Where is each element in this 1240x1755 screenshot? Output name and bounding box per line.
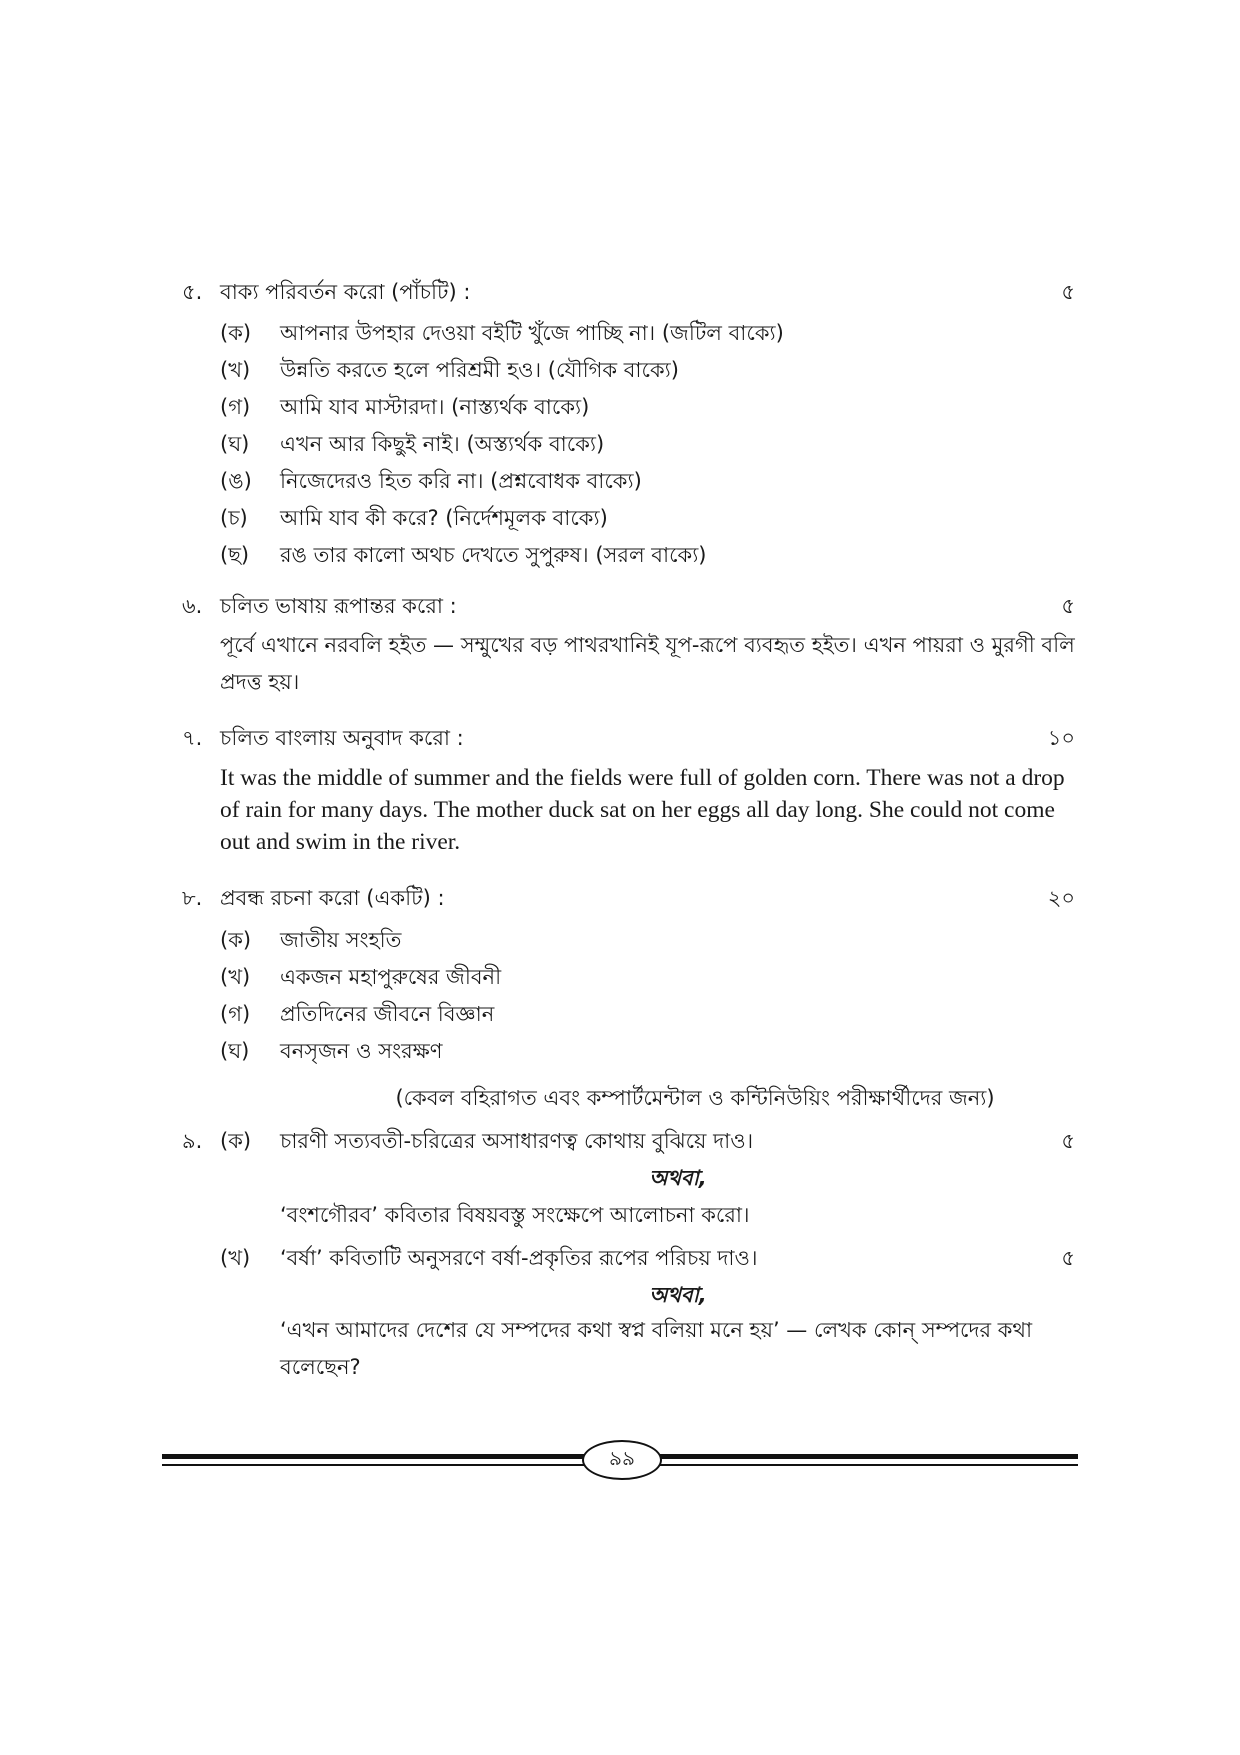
q6-marks: ৫ [1061, 594, 1075, 618]
q9-number: ৯. [182, 1129, 203, 1153]
q8-marks: ২০ [1047, 886, 1075, 910]
q9b-alt: ‘এখন আমাদের দেশের যে সম্পদের কথা স্বপ্ন বলিয়া মনে হয়’ — লেখক কোন্ সম্পদের কথা বলেছেন? [280, 1318, 1033, 1379]
q8-title: প্রবন্ধ রচনা করো (একটি) : [220, 886, 445, 910]
q8-item-label: (ক) [220, 928, 252, 952]
q8-item-text: বনসৃজন ও সংরক্ষণ [280, 1039, 443, 1063]
q8-item-label: (খ) [220, 965, 251, 989]
q5-number: ৫. [182, 280, 203, 304]
q7-title: চলিত বাংলায় অনুবাদ করো : [220, 726, 464, 750]
q5-item-text: উন্নতি করতে হলে পরিশ্রমী হও। (যৌগিক বাক্যে) [280, 358, 679, 382]
q8-item-label: (ঘ) [220, 1039, 250, 1063]
q9b-label: (খ) [220, 1246, 251, 1270]
candidate-note: (কেবল বহিরাগত এবং কম্পার্টমেন্টাল ও কন্টিনিউয়িং পরীক্ষার্থীদের জন্য) [395, 1086, 995, 1110]
q5-marks: ৫ [1061, 280, 1075, 304]
q9a-text: চারণী সত্যবতী-চরিত্রের অসাধারণত্ব কোথায় বুঝিয়ে দাও। [280, 1129, 754, 1153]
q7-number: ৭. [182, 726, 203, 750]
q8-number: ৮. [182, 886, 203, 910]
q8-item-label: (গ) [220, 1002, 251, 1026]
q6-title: চলিত ভাষায় রূপান্তর করো : [220, 594, 457, 618]
q5-item-text: রঙ তার কালো অথচ দেখতে সুপুরুষ। (সরল বাক্যে) [280, 543, 707, 567]
q5-item-text: নিজেদেরও হিত করি না। (প্রশ্নবোধক বাক্যে) [280, 469, 642, 493]
q5-item-label: (গ) [220, 395, 251, 419]
q5-title: বাক্য পরিবর্তন করো (পাঁচটি) : [220, 280, 471, 304]
q5-item-label: (খ) [220, 358, 251, 382]
q5-item-label: (ক) [220, 321, 252, 345]
q9a-label: (ক) [220, 1129, 252, 1153]
q9b-or: অথবা, [649, 1283, 707, 1307]
page-number: ৯৯ [609, 1445, 635, 1470]
q7-marks: ১০ [1047, 726, 1075, 750]
q5-item-label: (ঙ) [220, 469, 252, 493]
q5-item-label: (ছ) [220, 543, 250, 567]
q9a-or: অথবা, [649, 1166, 707, 1190]
q5-item-label: (চ) [220, 506, 248, 530]
q6-number: ৬. [182, 594, 203, 618]
q8-item-text: একজন মহাপুরুষের জীবনী [280, 965, 502, 989]
q5-item-text: এখন আর কিছুই নাই। (অস্ত্যর্থক বাক্যে) [280, 432, 605, 456]
q9a-marks: ৫ [1061, 1129, 1075, 1153]
q5-item-label: (ঘ) [220, 432, 250, 456]
q8-item-text: প্রতিদিনের জীবনে বিজ্ঞান [280, 1002, 495, 1026]
page-number-badge [582, 1440, 662, 1480]
q9b-text: ‘বর্ষা’ কবিতাটি অনুসরণে বর্ষা-প্রকৃতির রূপের পরিচয় দাও। [280, 1246, 758, 1270]
q9a-alt: ‘বংশগৌরব’ কবিতার বিষয়বস্তু সংক্ষেপে আলোচনা করো। [280, 1203, 750, 1227]
q9b-marks: ৫ [1061, 1246, 1075, 1270]
q5-item-text: আমি যাব মাস্টারদা। (নাস্ত্যর্থক বাক্যে) [280, 395, 590, 419]
q7-body: It was the middle of summer and the fields were full of golden corn. There was not a drop of rain for many days. The mother duck sat on her eggs all day long. She could not come out and swim in the river. [220, 765, 1065, 855]
q8-item-text: জাতীয় সংহতি [280, 928, 402, 952]
q5-item-text: আমি যাব কী করে? (নির্দেশমূলক বাক্যে) [280, 506, 608, 530]
q6-body: পূর্বে এখানে নরবলি হইত — সম্মুখের বড় পাথরখানিই যূপ-রূপে ব্যবহৃত হইত। এখন পায়রা ও মুরগী বলি প্রদত্ত হয়। [220, 633, 1075, 694]
q5-item-text: আপনার উপহার দেওয়া বইটি খুঁজে পাচ্ছি না। (জটিল বাক্যে) [280, 321, 784, 345]
